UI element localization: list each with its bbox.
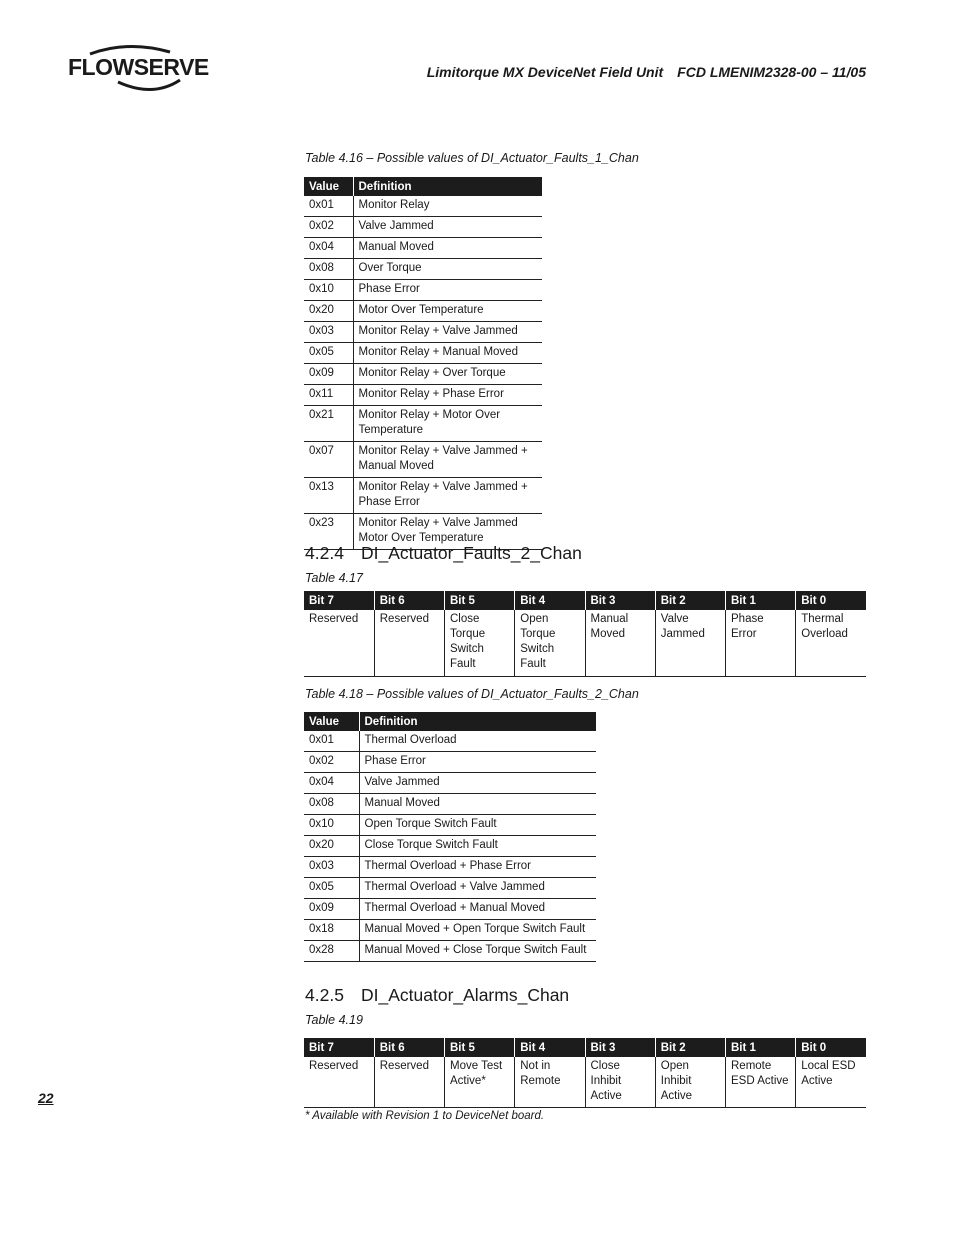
section-4-2-5-heading xyxy=(305,985,569,1006)
definition-cell: Manual Moved + Open Torque Switch Fault xyxy=(359,920,596,941)
value-cell: 0x13 xyxy=(304,478,353,514)
definition-cell: Valve Jammed xyxy=(359,773,596,794)
bit-cell: Open Inhibit Active xyxy=(655,1057,725,1108)
footnote: * Available with Revision 1 to DeviceNet board. xyxy=(305,1110,545,1122)
bit-header: Bit 1 xyxy=(726,1038,796,1057)
table-row xyxy=(304,773,596,794)
bit-header: Bit 2 xyxy=(655,591,725,610)
table-row xyxy=(304,752,596,773)
table-row xyxy=(304,857,596,878)
table-row xyxy=(304,217,542,238)
bit-header: Bit 3 xyxy=(585,591,655,610)
table-row xyxy=(304,442,542,478)
bit-header: Bit 5 xyxy=(445,1038,515,1057)
value-cell: 0x02 xyxy=(304,752,359,773)
logo-wordmark: FLOWSERVE xyxy=(68,54,209,80)
table-row xyxy=(304,731,596,752)
definition-cell: Monitor Relay + Valve Jammed + Phase Error xyxy=(353,478,542,514)
bit-cell: Move Test Active* xyxy=(445,1057,515,1108)
table-header-row xyxy=(304,591,866,610)
value-cell: 0x18 xyxy=(304,920,359,941)
definition-cell: Monitor Relay + Over Torque xyxy=(353,364,542,385)
value-cell: 0x20 xyxy=(304,836,359,857)
column-header: Value xyxy=(304,177,353,196)
value-cell: 0x09 xyxy=(304,364,353,385)
flowserve-logo xyxy=(68,42,208,98)
definition-cell: Thermal Overload xyxy=(359,731,596,752)
value-cell: 0x05 xyxy=(304,343,353,364)
table-row xyxy=(304,238,542,259)
value-cell: 0x10 xyxy=(304,815,359,836)
section-4-2-4-heading xyxy=(305,543,582,564)
section-title: DI_Actuator_Alarms_Chan xyxy=(361,985,570,1005)
definition-cell: Phase Error xyxy=(353,280,542,301)
definition-cell: Phase Error xyxy=(359,752,596,773)
bit-cell: Reserved xyxy=(304,610,374,676)
definition-cell: Manual Moved xyxy=(359,794,596,815)
bit-header: Bit 6 xyxy=(374,591,444,610)
value-cell: 0x08 xyxy=(304,794,359,815)
section-number: 4.2.5 xyxy=(305,985,344,1005)
table-header-row xyxy=(304,177,542,196)
definition-cell: Monitor Relay xyxy=(353,196,542,217)
bit-cell: Remote ESD Active xyxy=(726,1057,796,1108)
section-number: 4.2.4 xyxy=(305,543,344,563)
bit-cell: Not in Remote xyxy=(515,1057,585,1108)
value-cell: 0x07 xyxy=(304,442,353,478)
running-header xyxy=(427,64,866,80)
table-row xyxy=(304,343,542,364)
value-cell: 0x01 xyxy=(304,731,359,752)
definition-cell: Monitor Relay + Manual Moved xyxy=(353,343,542,364)
bit-header: Bit 7 xyxy=(304,1038,374,1057)
table-row xyxy=(304,815,596,836)
table-row xyxy=(304,322,542,343)
definition-cell: Monitor Relay + Motor Over Temperature xyxy=(353,406,542,442)
value-cell: 0x09 xyxy=(304,899,359,920)
value-cell: 0x03 xyxy=(304,322,353,343)
value-cell: 0x08 xyxy=(304,259,353,280)
bit-header: Bit 3 xyxy=(585,1038,655,1057)
bit-header: Bit 0 xyxy=(796,1038,866,1057)
bit-cell: Thermal Overload xyxy=(796,610,866,676)
table-4-19 xyxy=(304,1038,866,1108)
table-row xyxy=(304,196,542,217)
definition-cell: Monitor Relay + Valve Jammed xyxy=(353,322,542,343)
bit-header: Bit 6 xyxy=(374,1038,444,1057)
bit-cell: Phase Error xyxy=(726,610,796,676)
table-row xyxy=(304,280,542,301)
value-cell: 0x02 xyxy=(304,217,353,238)
value-cell: 0x28 xyxy=(304,941,359,962)
table-4-18 xyxy=(304,712,596,962)
table-row xyxy=(304,836,596,857)
bit-header: Bit 2 xyxy=(655,1038,725,1057)
bit-cell: Local ESD Active xyxy=(796,1057,866,1108)
value-cell: 0x01 xyxy=(304,196,353,217)
table-4-18-caption: Table 4.18 – Possible values of DI_Actuator_Faults_2_Chan xyxy=(305,687,639,701)
bit-header: Bit 5 xyxy=(445,591,515,610)
table-header-row xyxy=(304,1038,866,1057)
bit-cell: Reserved xyxy=(304,1057,374,1108)
bit-header: Bit 0 xyxy=(796,591,866,610)
table-4-19-caption: Table 4.19 xyxy=(305,1013,363,1027)
value-cell: 0x04 xyxy=(304,773,359,794)
column-header: Definition xyxy=(353,177,542,196)
value-cell: 0x10 xyxy=(304,280,353,301)
table-row xyxy=(304,385,542,406)
definition-cell: Valve Jammed xyxy=(353,217,542,238)
page-number: 22 xyxy=(38,1090,54,1106)
bit-header: Bit 1 xyxy=(726,591,796,610)
table-row xyxy=(304,941,596,962)
value-cell: 0x03 xyxy=(304,857,359,878)
bit-cell: Close Torque Switch Fault xyxy=(445,610,515,676)
definition-cell: Close Torque Switch Fault xyxy=(359,836,596,857)
table-row xyxy=(304,899,596,920)
definition-cell: Over Torque xyxy=(353,259,542,280)
table-row xyxy=(304,259,542,280)
value-cell: 0x23 xyxy=(304,514,353,550)
table-row xyxy=(304,610,866,676)
bit-cell: Open Torque Switch Fault xyxy=(515,610,585,676)
table-4-16-caption: Table 4.16 – Possible values of DI_Actuator_Faults_1_Chan xyxy=(305,151,639,165)
table-row xyxy=(304,301,542,322)
definition-cell: Manual Moved xyxy=(353,238,542,259)
table-4-17 xyxy=(304,591,866,677)
table-header-row xyxy=(304,712,596,731)
definition-cell: Thermal Overload + Manual Moved xyxy=(359,899,596,920)
definition-cell: Monitor Relay + Phase Error xyxy=(353,385,542,406)
column-header: Definition xyxy=(359,712,596,731)
definition-cell: Open Torque Switch Fault xyxy=(359,815,596,836)
definition-cell: Thermal Overload + Valve Jammed xyxy=(359,878,596,899)
document-title: Limitorque MX DeviceNet Field Unit xyxy=(426,64,664,80)
column-header: Value xyxy=(304,712,359,731)
value-cell: 0x21 xyxy=(304,406,353,442)
bit-cell: Valve Jammed xyxy=(655,610,725,676)
table-row xyxy=(304,1057,866,1108)
bit-header: Bit 7 xyxy=(304,591,374,610)
value-cell: 0x11 xyxy=(304,385,353,406)
value-cell: 0x20 xyxy=(304,301,353,322)
bit-header: Bit 4 xyxy=(515,1038,585,1057)
bit-cell: Close Inhibit Active xyxy=(585,1057,655,1108)
table-row xyxy=(304,794,596,815)
definition-cell: Monitor Relay + Valve Jammed Motor Over Temperature xyxy=(353,514,542,550)
value-cell: 0x04 xyxy=(304,238,353,259)
value-cell: 0x05 xyxy=(304,878,359,899)
section-title: DI_Actuator_Faults_2_Chan xyxy=(361,543,582,563)
bit-cell: Reserved xyxy=(374,610,444,676)
table-row xyxy=(304,364,542,385)
table-4-17-caption: Table 4.17 xyxy=(305,571,363,585)
bit-header: Bit 4 xyxy=(515,591,585,610)
table-row xyxy=(304,920,596,941)
table-row xyxy=(304,478,542,514)
definition-cell: Motor Over Temperature xyxy=(353,301,542,322)
table-4-16 xyxy=(304,177,542,550)
definition-cell: Thermal Overload + Phase Error xyxy=(359,857,596,878)
table-row xyxy=(304,878,596,899)
bit-cell: Manual Moved xyxy=(585,610,655,676)
document-code: FCD LMENIM2328-00 – 11/05 xyxy=(677,64,866,80)
definition-cell: Manual Moved + Close Torque Switch Fault xyxy=(359,941,596,962)
definition-cell: Monitor Relay + Valve Jammed + Manual Moved xyxy=(353,442,542,478)
table-row xyxy=(304,406,542,442)
bit-cell: Reserved xyxy=(374,1057,444,1108)
